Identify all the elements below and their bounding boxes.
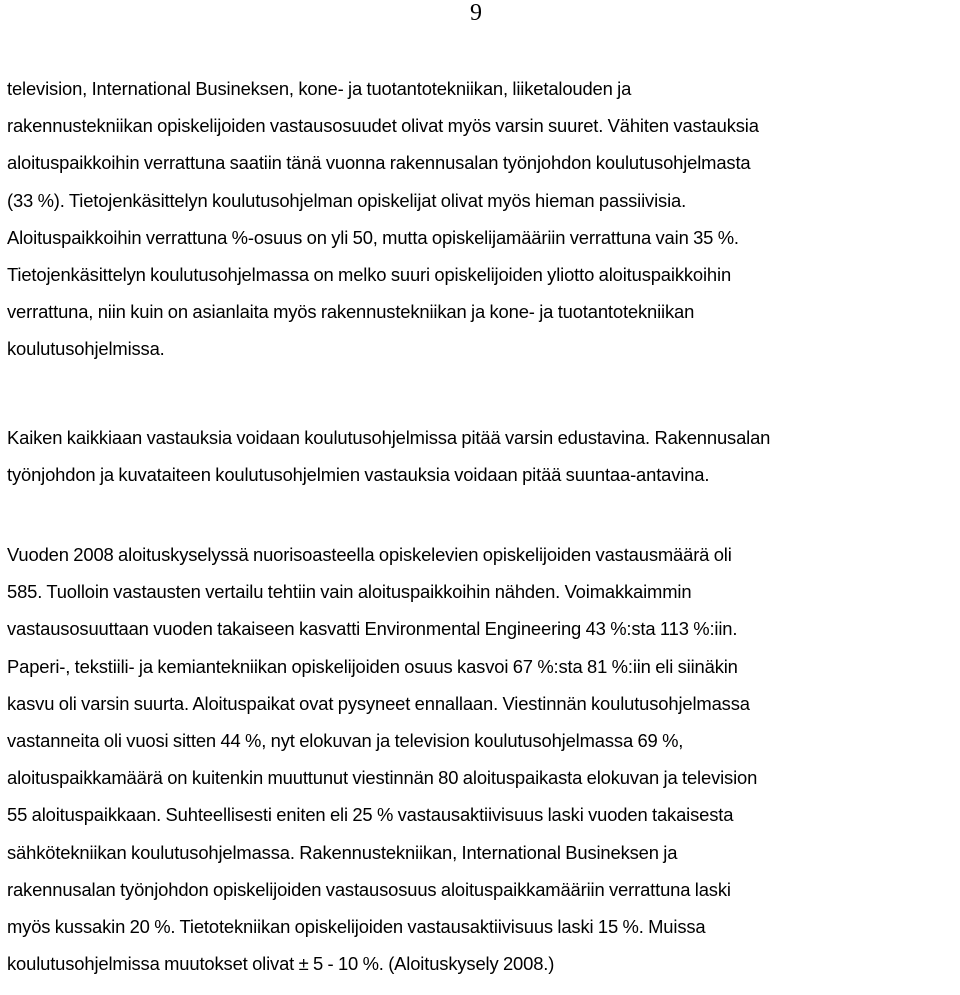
text-line: vastausosuuttaan vuoden takaiseen kasvatti Environmental Engineering 43 %:sta 113 %:iin.: [7, 618, 738, 640]
text-line: rakennustekniikan opiskelijoiden vastausosuudet olivat myös varsin suuret. Vähiten vastauksia: [7, 115, 759, 137]
text-line: vastanneita oli vuosi sitten 44 %, nyt elokuvan ja television koulutusohjelmassa 69 %,: [7, 729, 684, 751]
text-line: (33 %). Tietojenkäsittelyn koulutusohjelman opiskelijat olivat myös hieman passiivisia.: [7, 189, 687, 211]
text-line: Kaiken kaikkiaan vastauksia voidaan koulutusohjelmissa pitää varsin edustavina. Rakennusalan: [7, 427, 771, 448]
text-line: koulutusohjelmissa.: [7, 338, 165, 360]
text-line: Paperi-, tekstiili- ja kemiantekniikan opiskelijoiden osuus kasvoi 67 %:sta 81 %:iin eli siinäkin: [7, 655, 738, 677]
paragraph: [7, 419, 957, 493]
text-line: television, International Busineksen, kone- ja tuotantotekniikan, liiketalouden ja: [7, 78, 632, 99]
paragraph: [7, 536, 957, 982]
text-line: aloituspaikkamäärä on kuitenkin muuttunut viestinnän 80 aloituspaikasta elokuvan ja television: [7, 767, 758, 789]
text-line: aloituspaikkoihin verrattuna saatiin tänä vuonna rakennusalan työnjohdon koulutusohjelmasta: [7, 152, 751, 174]
text-line: 55 aloituspaikkaan. Suhteellisesti eniten eli 25 % vastausaktiivisuus laski vuoden takaisesta: [7, 804, 734, 826]
page-number: 9: [470, 0, 482, 26]
text-line: koulutusohjelmissa muutokset olivat ± 5 - 10 %. (Aloituskysely 2008.): [7, 953, 555, 975]
text-line: sähkötekniikan koulutusohjelmassa. Rakennustekniikan, International Busineksen ja: [7, 841, 678, 863]
paragraph: [7, 70, 957, 368]
text-line: myös kussakin 20 %. Tietotekniikan opiskelijoiden vastausaktiivisuus laski 15 %. Muissa: [7, 915, 706, 937]
text-line: verrattuna, niin kuin on asianlaita myös rakennustekniikan ja kone- ja tuotantotekniikan: [7, 301, 695, 323]
text-line: Tietojenkäsittelyn koulutusohjelmassa on melko suuri opiskelijoiden yliotto aloituspaikkoihin: [7, 263, 732, 285]
text-line: Aloituspaikkoihin verrattuna %-osuus on yli 50, mutta opiskelijamääriin verrattuna vain 35 %.: [7, 226, 739, 248]
text-line: työnjohdon ja kuvataiteen koulutusohjelmien vastauksia voidaan pitää suuntaa-antavina.: [7, 464, 710, 486]
text-line: kasvu oli varsin suurta. Aloituspaikat ovat pysyneet ennallaan. Viestinnän koulutusohjelmassa: [7, 692, 750, 714]
text-line: rakennusalan työnjohdon opiskelijoiden vastausosuus aloituspaikkamääriin verrattuna laski: [7, 878, 731, 900]
text-line: 585. Tuolloin vastausten vertailu tehtiin vain aloituspaikkoihin nähden. Voimakkaimmin: [7, 581, 692, 603]
text-line: Vuoden 2008 aloituskyselyssä nuorisoasteella opiskelevien opiskelijoiden vastausmäärä oli: [7, 544, 732, 565]
